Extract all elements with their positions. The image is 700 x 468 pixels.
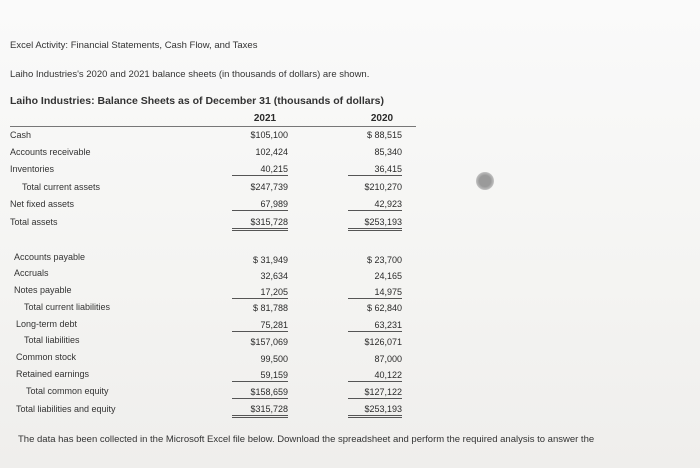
accruals-2021: 32,634 xyxy=(260,271,288,281)
accounts-receivable-2021: 102,424 xyxy=(255,147,288,157)
row-label-accruals: Accruals xyxy=(14,268,49,278)
total-assets-2020: $253,193 xyxy=(348,217,402,231)
row-label-common-stock: Common stock xyxy=(16,352,77,362)
column-header-2021: 2021 xyxy=(253,113,277,124)
accounts-payable-2020: $ 23,700 xyxy=(366,255,402,265)
total-current-assets-2021: $247,739 xyxy=(250,182,288,192)
long-term-debt-2020: 63,231 xyxy=(348,320,402,332)
accounts-receivable-2020: 85,340 xyxy=(374,147,402,157)
total-current-liabilities-2021: $ 81,788 xyxy=(252,303,288,313)
column-header-2020: 2020 xyxy=(370,113,394,124)
accruals-2020: 24,165 xyxy=(374,271,402,281)
table-title: Laiho Industries: Balance Sheets as of December 31 (thousands of dollars) xyxy=(10,95,385,107)
long-term-debt-2021: 75,281 xyxy=(232,320,288,332)
row-label-total-common-equity: Total common equity xyxy=(26,386,109,396)
total-current-liabilities-2020: $ 62,840 xyxy=(366,303,402,313)
row-label-total-liabilities: Total liabilities xyxy=(24,335,80,345)
activity-title: Excel Activity: Financial Statements, Cash Flow, and Taxes xyxy=(10,40,258,51)
total-liabilities-2021: $157,069 xyxy=(250,337,288,347)
row-label-total-assets: Total assets xyxy=(10,217,58,227)
total-common-equity-2021: $158,659 xyxy=(232,387,288,399)
footer-text: The data has been collected in the Microsoft Excel file below. Download the spreadsheet and perform the required analysis to answer the xyxy=(18,434,595,445)
accounts-payable-2021: $ 31,949 xyxy=(252,255,288,265)
row-label-net-fixed-assets: Net fixed assets xyxy=(10,199,75,209)
total-liabilities-2020: $126,071 xyxy=(364,337,402,347)
cash-2020: $ 88,515 xyxy=(366,130,402,140)
total-liabilities-and-equity-2020: $253,193 xyxy=(348,404,402,418)
inventories-2021: 40,215 xyxy=(232,164,288,176)
total-liabilities-and-equity-2021: $315,728 xyxy=(232,404,288,418)
row-label-cash: Cash xyxy=(10,130,32,140)
inventories-2020: 36,415 xyxy=(348,164,402,176)
retained-earnings-2021: 59,159 xyxy=(232,370,288,382)
row-label-total-current-liabilities: Total current liabilities xyxy=(24,302,111,312)
row-label-long-term-debt: Long-term debt xyxy=(16,319,78,329)
header-rule xyxy=(10,126,416,127)
row-label-total-liabilities-and-equity: Total liabilities and equity xyxy=(16,404,116,414)
intro-text: Laiho Industries's 2020 and 2021 balance sheets (in thousands of dollars) are shown. xyxy=(10,69,370,80)
row-label-accounts-payable: Accounts payable xyxy=(14,252,86,262)
common-stock-2021: 99,500 xyxy=(260,354,288,364)
row-label-accounts-receivable: Accounts receivable xyxy=(10,147,91,157)
cursor-dot xyxy=(476,172,494,190)
row-label-total-current-assets: Total current assets xyxy=(22,182,101,192)
total-common-equity-2020: $127,122 xyxy=(348,387,402,399)
cash-2021: $105,100 xyxy=(250,130,288,140)
notes-payable-2020: 14,975 xyxy=(348,287,402,299)
row-label-inventories: Inventories xyxy=(10,164,55,174)
row-label-notes-payable: Notes payable xyxy=(14,285,72,295)
retained-earnings-2020: 40,122 xyxy=(348,370,402,382)
net-fixed-assets-2020: 42,923 xyxy=(348,199,402,211)
notes-payable-2021: 17,205 xyxy=(232,287,288,299)
total-assets-2021: $315,728 xyxy=(232,217,288,231)
common-stock-2020: 87,000 xyxy=(374,354,402,364)
row-label-retained-earnings: Retained earnings xyxy=(16,369,90,379)
total-current-assets-2020: $210,270 xyxy=(364,182,402,192)
net-fixed-assets-2021: 67,989 xyxy=(232,199,288,211)
